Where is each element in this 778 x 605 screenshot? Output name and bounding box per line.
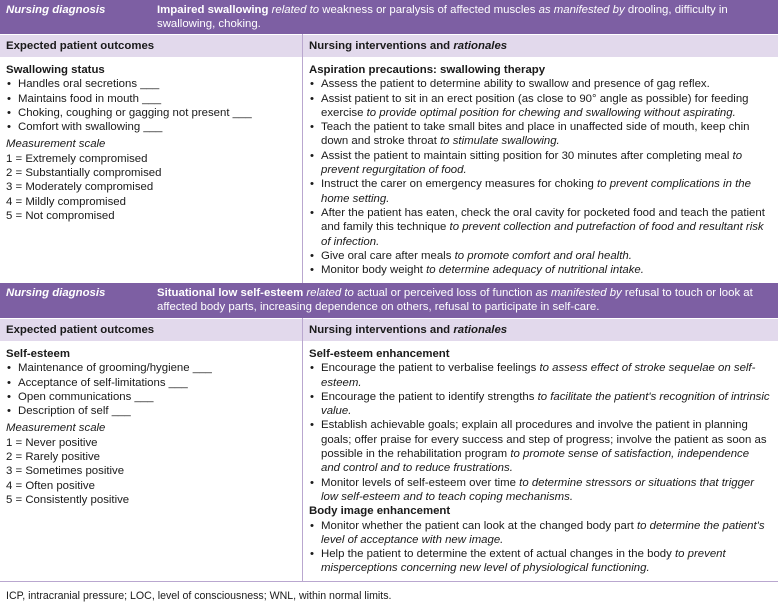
diagnosis-as-manifested: as manifested by bbox=[535, 287, 622, 299]
intervention-rationale: to determine the patient's level of acceptance with new image. bbox=[321, 519, 765, 546]
outcomes-column-2 bbox=[6, 347, 296, 507]
diagnosis-label: Nursing diagnosis bbox=[6, 287, 106, 299]
interventions-header: Nursing interventions and rationales bbox=[309, 324, 508, 336]
intervention-title: Self-esteem enhancement bbox=[309, 348, 450, 360]
diagnosis-row-1 bbox=[0, 0, 778, 34]
outcome-item: • Choking, coughing or gagging not present ___ bbox=[6, 106, 296, 120]
diagnosis-cause: actual or perceived loss of function bbox=[357, 287, 533, 299]
intervention-rationale: to facilitate the patient's recognition of intrinsic value. bbox=[321, 390, 770, 418]
interventions-column-2 bbox=[309, 347, 771, 576]
diagnosis-cause: weakness or paralysis of affected muscles bbox=[322, 4, 536, 16]
intervention-text: Monitor whether the patient can look at the changed body part bbox=[321, 519, 634, 532]
intervention-rationale: to stimulate swallowing. bbox=[440, 135, 560, 148]
intervention-item bbox=[309, 120, 771, 149]
intervention-text: Teach the patient to take small bites and place in unaffected side of mouth, keep chin down and stroke throat bbox=[321, 121, 750, 148]
header-row-2 bbox=[0, 318, 778, 342]
diagnosis-text bbox=[157, 3, 768, 32]
measurement-scale-label: Measurement scale bbox=[6, 138, 106, 151]
content-row-2 bbox=[0, 341, 778, 581]
intervention-item bbox=[309, 418, 771, 475]
outcomes-column-1 bbox=[6, 63, 296, 223]
intervention-rationale: to determine stressors or situations that trigger low self-esteem and to teach coping mechanisms. bbox=[321, 476, 755, 503]
diagnosis-related-to: related to bbox=[306, 287, 354, 299]
intervention-text: Monitor levels of self-esteem over time bbox=[321, 476, 516, 489]
intervention-rationale: to prevent complications in the home setting. bbox=[321, 178, 751, 205]
intervention-title: Aspiration precautions: swallowing therapy bbox=[309, 64, 546, 76]
outcomes-header: Expected patient outcomes bbox=[6, 40, 155, 52]
intervention-item bbox=[309, 206, 771, 249]
intervention-item bbox=[309, 92, 771, 121]
measurement-scale-list bbox=[6, 436, 296, 507]
table-bottom-rule bbox=[0, 581, 778, 582]
intervention-item bbox=[309, 519, 771, 548]
intervention-text: Instruct the carer on emergency measures for choking bbox=[321, 178, 594, 191]
outcome-item: • Handles oral secretions ___ bbox=[6, 77, 296, 91]
scale-item: 3 = Moderately compromised bbox=[6, 181, 154, 194]
table-footnote: ICP, intracranial pressure; LOC, level of consciousness; WNL, within normal limits. bbox=[6, 590, 392, 602]
intervention-list-2 bbox=[309, 519, 771, 576]
diagnosis-related-to: related to bbox=[271, 4, 320, 16]
intervention-item bbox=[309, 390, 771, 419]
scale-item: 2 = Rarely positive bbox=[6, 451, 101, 464]
scale-item: 3 = Sometimes positive bbox=[6, 465, 125, 478]
diagnosis-signs: refusal to touch or look at affected body parts, increasing dependence on others, refusal to participate in self-care. bbox=[157, 287, 753, 314]
scale-item: 5 = Not compromised bbox=[6, 209, 115, 222]
intervention-title-2: Body image enhancement bbox=[309, 505, 451, 518]
diagnosis-title: Impaired swallowing bbox=[157, 4, 269, 16]
diagnosis-text bbox=[157, 286, 768, 315]
intervention-rationale: to promote sense of satisfaction, independence and control and to reduce frustrations. bbox=[321, 448, 750, 475]
outcome-item: • Acceptance of self-limitations ___ bbox=[6, 376, 296, 390]
intervention-text: Assist the patient to maintain sitting position for 30 minutes after completing meal bbox=[321, 149, 730, 162]
content-row-1 bbox=[0, 57, 778, 282]
intervention-text: Establish achievable goals; explain all procedures and involve the patient in planning goals; offer praise for every success and step of progress; involve the patient as soon as possible in the rehabilitation program bbox=[321, 419, 767, 461]
column-divider bbox=[302, 34, 303, 283]
interventions-column-1 bbox=[309, 63, 771, 277]
intervention-rationale: to provide optimal position for chewing and swallowing without aspirating. bbox=[366, 106, 736, 119]
intervention-text: Encourage the patient to identify strengths bbox=[321, 390, 535, 403]
header-row-1 bbox=[0, 34, 778, 58]
diagnosis-row-2 bbox=[0, 283, 778, 318]
scale-item: 1 = Extremely compromised bbox=[6, 152, 148, 165]
intervention-text: Monitor body weight bbox=[321, 264, 423, 277]
scale-item: 5 = Consistently positive bbox=[6, 493, 130, 506]
outcomes-header: Expected patient outcomes bbox=[6, 324, 155, 336]
intervention-item bbox=[309, 177, 771, 206]
intervention-item bbox=[309, 476, 771, 505]
outcome-list bbox=[6, 77, 296, 134]
scale-item: 2 = Substantially compromised bbox=[6, 167, 162, 180]
intervention-text: Assess the patient to determine ability to swallow and presence of gag reflex. bbox=[321, 78, 710, 91]
outcome-item: • Maintenance of grooming/hygiene ___ bbox=[6, 361, 296, 375]
scale-item: 4 = Mildly compromised bbox=[6, 195, 126, 208]
outcome-item: • Description of self ___ bbox=[6, 404, 296, 418]
intervention-item bbox=[309, 263, 771, 277]
intervention-text: Encourage the patient to verbalise feelings bbox=[321, 362, 537, 375]
intervention-rationale: to prevent regurgitation of food. bbox=[321, 149, 743, 177]
intervention-item bbox=[309, 249, 771, 263]
outcome-title: Self-esteem bbox=[6, 348, 70, 360]
diagnosis-label: Nursing diagnosis bbox=[6, 4, 106, 16]
outcome-item: • Maintains food in mouth ___ bbox=[6, 92, 296, 106]
outcome-title: Swallowing status bbox=[6, 64, 105, 76]
intervention-item bbox=[309, 547, 771, 576]
diagnosis-title: Situational low self-esteem bbox=[157, 287, 304, 299]
intervention-item bbox=[309, 361, 771, 390]
outcome-item: • Open communications ___ bbox=[6, 390, 296, 404]
intervention-text: Assist patient to sit in an erect position (as close to 90° angle as possible) for feeding exercise bbox=[321, 92, 749, 119]
interventions-header: Nursing interventions and rationales bbox=[309, 40, 508, 52]
intervention-text: After the patient has eaten, check the oral cavity for pocketed food and teach the patient and family this technique bbox=[321, 206, 765, 234]
intervention-text: Give oral care after meals bbox=[321, 249, 452, 262]
scale-item: 1 = Never positive bbox=[6, 436, 98, 449]
outcome-list bbox=[6, 361, 296, 418]
diagnosis-signs: drooling, difficulty in swallowing, choking. bbox=[157, 4, 728, 31]
intervention-rationale: to determine adequacy of nutritional intake. bbox=[426, 264, 644, 277]
intervention-rationale: to prevent misperceptions concerning new level of physiological functioning. bbox=[321, 548, 726, 575]
intervention-rationale: to prevent collection and putrefaction of food and resultant risk of infection. bbox=[321, 221, 764, 248]
intervention-item bbox=[309, 77, 771, 91]
intervention-list bbox=[309, 361, 771, 504]
measurement-scale-label: Measurement scale bbox=[6, 422, 106, 435]
scale-item: 4 = Often positive bbox=[6, 479, 95, 492]
intervention-rationale: to assess effect of stroke sequelae on self-esteem. bbox=[321, 362, 756, 389]
intervention-list bbox=[309, 77, 771, 277]
outcome-item: • Comfort with swallowing ___ bbox=[6, 120, 296, 134]
diagnosis-as-manifested: as manifested by bbox=[538, 4, 625, 16]
measurement-scale-list bbox=[6, 152, 296, 223]
intervention-text: Help the patient to determine the extent of actual changes in the body bbox=[321, 548, 672, 561]
column-divider bbox=[302, 318, 303, 581]
intervention-rationale: to promote comfort and oral health. bbox=[454, 249, 632, 262]
intervention-item bbox=[309, 149, 771, 178]
